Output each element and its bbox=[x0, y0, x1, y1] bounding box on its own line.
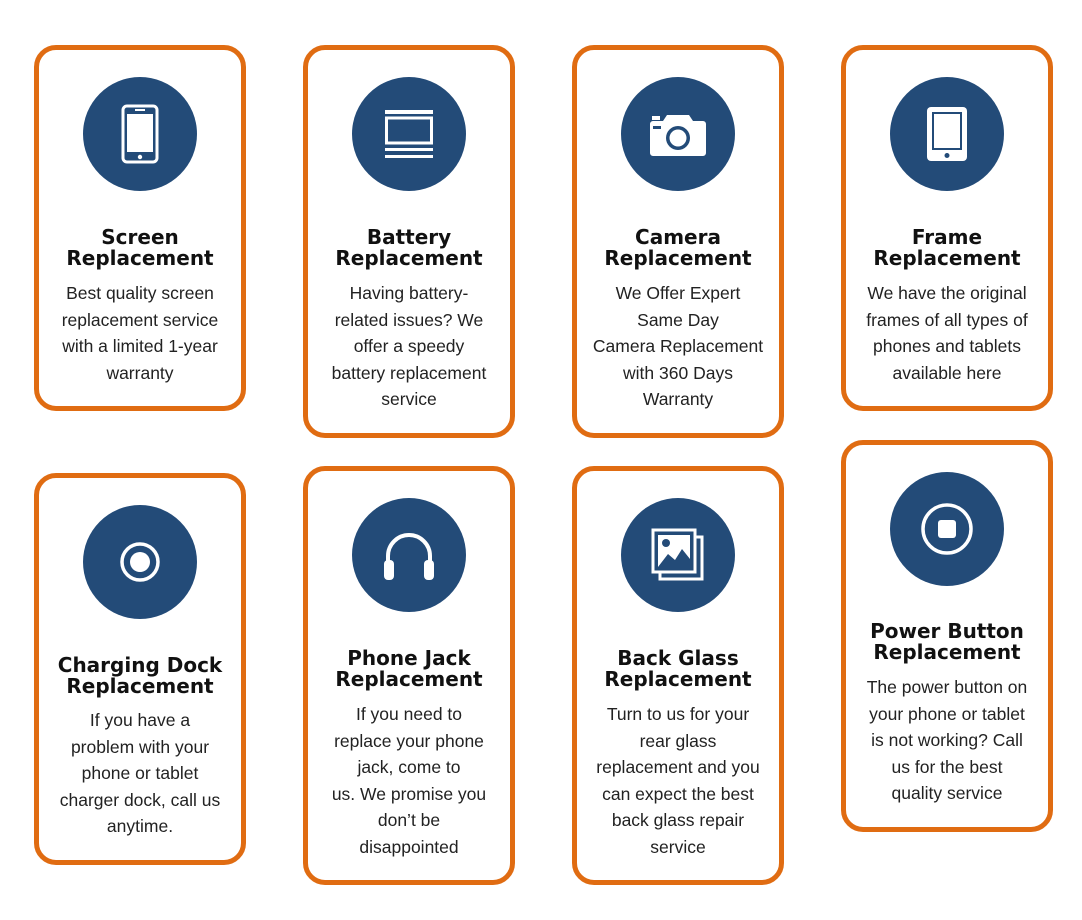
power-button-icon bbox=[890, 472, 1004, 586]
images-icon bbox=[621, 498, 735, 612]
service-card-screen[interactable] bbox=[34, 45, 246, 411]
service-card-battery[interactable] bbox=[303, 45, 515, 438]
card-title: Frame Replacement bbox=[873, 225, 1021, 270]
card-title: Screen Replacement bbox=[66, 225, 214, 270]
card-description: Best quality screen replacement service with a limited 1-year warranty bbox=[61, 283, 219, 383]
camera-icon bbox=[621, 77, 735, 191]
service-card-back-glass[interactable] bbox=[572, 466, 784, 885]
card-description: We have the original frames of all types of phones and tablets available here bbox=[866, 283, 1028, 383]
phone-icon bbox=[83, 77, 197, 191]
card-title: Back Glass Replacement bbox=[604, 646, 752, 691]
card-description: Having battery- related issues? We offer a speedy battery replacement service bbox=[331, 283, 487, 409]
card-title: Phone Jack Replacement bbox=[335, 646, 483, 691]
service-card-phone-jack[interactable] bbox=[303, 466, 515, 885]
battery-icon bbox=[352, 77, 466, 191]
card-description: We Offer Expert Same Day Camera Replacement with 360 Days Warranty bbox=[592, 283, 764, 409]
card-title: Charging Dock Replacement bbox=[57, 653, 223, 698]
headphones-icon bbox=[352, 498, 466, 612]
card-title: Battery Replacement bbox=[335, 225, 483, 270]
charging-dock-icon bbox=[83, 505, 197, 619]
service-card-camera[interactable] bbox=[572, 45, 784, 438]
card-description: If you need to replace your phone jack, come to us. We promise you don’t be disappointed bbox=[331, 704, 487, 857]
card-description: If you have a problem with your phone or tablet charger dock, call us anytime. bbox=[59, 710, 221, 836]
service-card-frame[interactable] bbox=[841, 45, 1053, 411]
card-title: Power Button Replacement bbox=[870, 619, 1024, 664]
card-title: Camera Replacement bbox=[604, 225, 752, 270]
service-card-power-button[interactable] bbox=[841, 440, 1053, 832]
tablet-icon bbox=[890, 77, 1004, 191]
service-card-charging-dock[interactable] bbox=[34, 473, 246, 865]
card-description: Turn to us for your rear glass replacement and you can expect the best back glass repair service bbox=[596, 704, 760, 857]
card-description: The power button on your phone or tablet is not working? Call us for the best quality service bbox=[866, 677, 1028, 803]
